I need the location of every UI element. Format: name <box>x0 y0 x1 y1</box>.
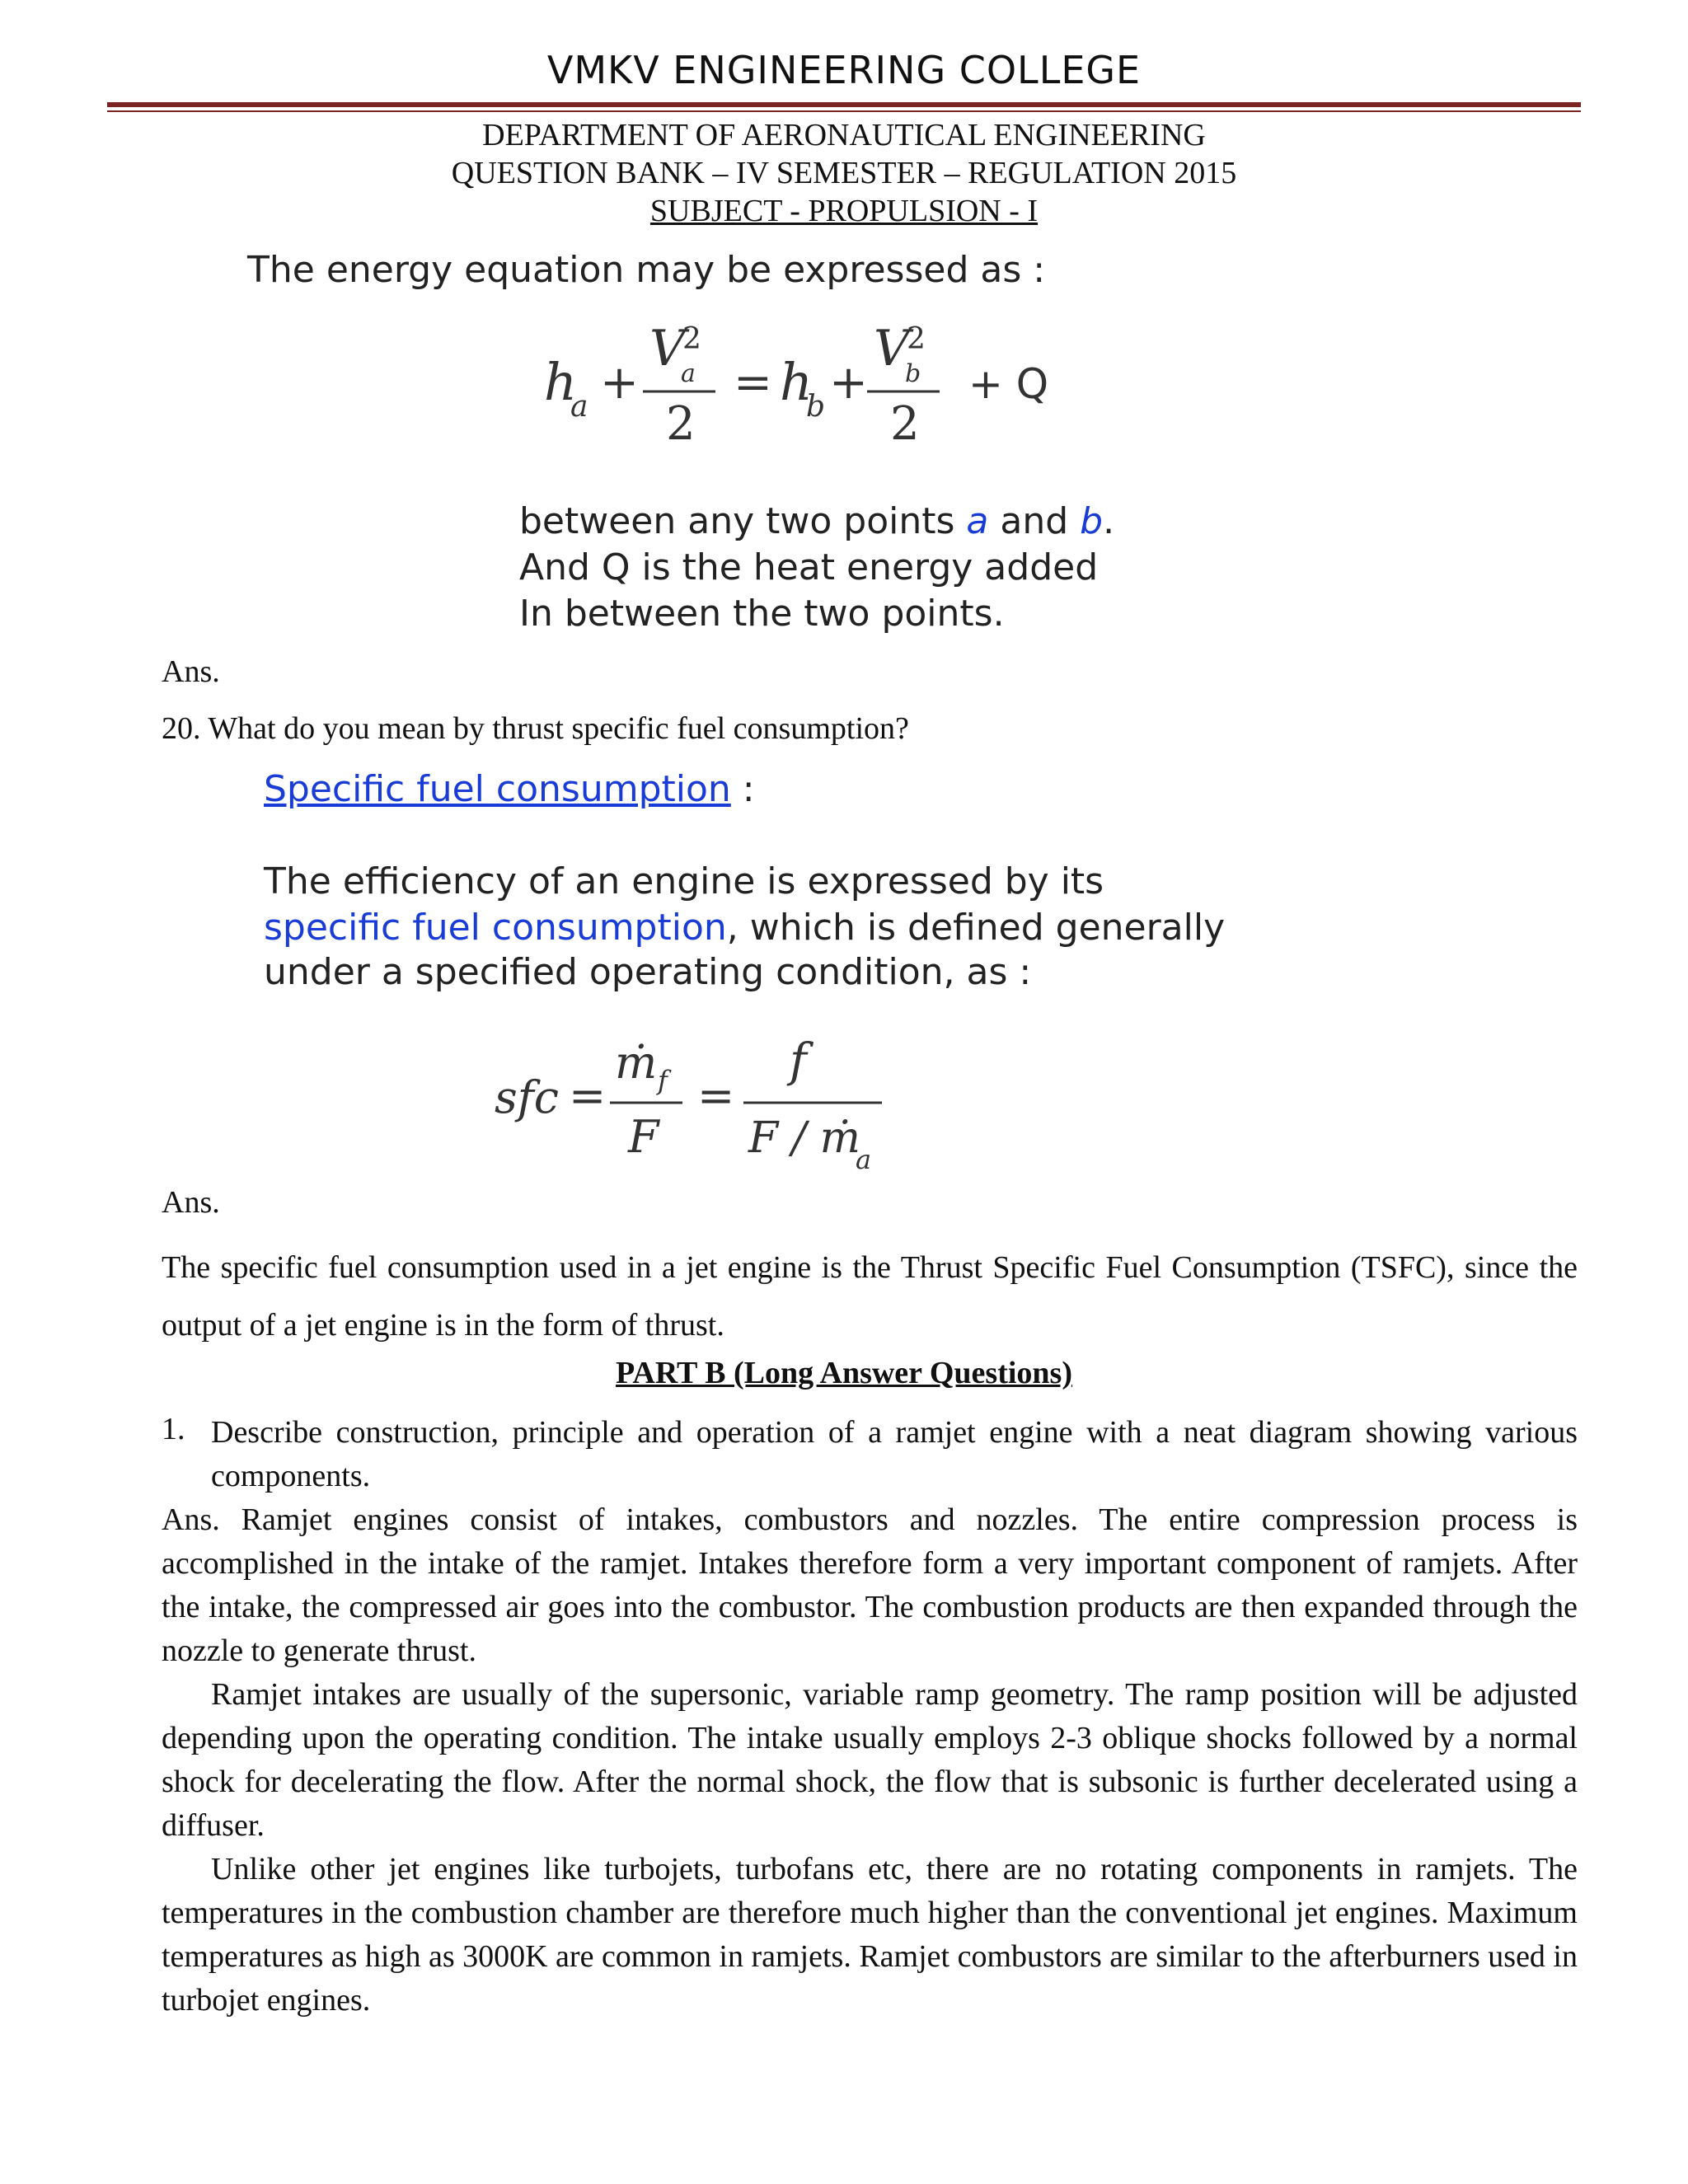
eq-V-b: V <box>874 320 910 377</box>
part-b-heading: PART B (Long Answer Questions) <box>616 1356 1072 1390</box>
college-name: VMKV ENGINEERING COLLEGE <box>546 48 1142 92</box>
sfc-equals-1: = <box>569 1070 607 1122</box>
eq-plus-q: + Q <box>968 360 1049 408</box>
sfc-symbol: sfc <box>495 1071 559 1123</box>
question-20: 20. What do you mean by thrust specific fuel consumption? <box>162 711 909 746</box>
sfc-formula <box>486 1030 915 1179</box>
sfc-line-2: specific fuel consumption, which is defined generally <box>264 907 1226 949</box>
answer-paragraph-1: Ans. Ramjet engines consist of intakes, combustors and nozzles. The entire compression process is accomplished in the intake of the ramjet. Intakes therefore form a very important component of ramjets. After the intake, the compressed air goes into the combustor. The combustion products are then expanded through the nozzle to generate thrust. <box>162 1502 1578 1668</box>
sfc-heading: Specific fuel consumption : <box>264 768 755 810</box>
energy-equation-intro: The energy equation may be expressed as : <box>247 249 1046 291</box>
eq-denom-2-b: 2 <box>890 397 920 451</box>
eq-sup-2-a: 2 <box>682 322 701 356</box>
sfc-F-over-m: F / ṁ <box>748 1113 860 1163</box>
eq-plus-2: + <box>829 356 868 410</box>
energy-line-1: between any two points a and b. <box>519 500 1115 542</box>
answer-label-2: Ans. <box>162 1185 220 1220</box>
sfc-equals-2: = <box>697 1070 735 1122</box>
eq-sub-b-v: b <box>905 359 921 388</box>
eq-h-b: h <box>780 352 813 412</box>
eq-h-a: h <box>544 352 577 412</box>
eq-sub-b: b <box>806 390 826 424</box>
header-rule-thick <box>107 102 1581 107</box>
energy-equation-formula <box>528 317 1055 457</box>
subject-title: SUBJECT - PROPULSION - I <box>649 194 1039 228</box>
answer-paragraph-2: Ramjet intakes are usually of the supersonic, variable ramp geometry. The ramp position will be adjusted depending upon the operating condition. The intake usually employs 2-3 oblique shocks followed by a normal shock for decelerating the flow. After the normal shock, the flow that is subsonic is further decelerated using a diffuser. <box>162 1677 1578 1843</box>
energy-line-3: In between the two points. <box>519 593 1005 635</box>
sfc-f: f <box>790 1034 807 1088</box>
sfc-mdot-f: ṁ <box>615 1037 658 1089</box>
sfc-sub-f: f <box>658 1065 668 1096</box>
sfc-F: F <box>628 1111 659 1163</box>
tsfc-paragraph: The specific fuel consumption used in a jet engine is the Thrust Specific Fuel Consumption (TSFC), since the output of a jet engine is in the form of thrust. <box>162 1250 1578 1343</box>
eq-sup-2-b: 2 <box>907 322 926 356</box>
question-bank-title: QUESTION BANK – IV SEMESTER – REGULATION 2015 <box>451 156 1237 190</box>
sfc-line-1: The efficiency of an engine is expressed by its <box>264 860 1104 902</box>
eq-V-a: V <box>649 320 686 377</box>
answer-label-1: Ans. <box>162 654 220 689</box>
sfc-sub-a: a <box>856 1144 872 1175</box>
answer-paragraph-3: Unlike other jet engines like turbojets, turbofans etc, there are no rotating components in ramjets. The temperatures in the combustion chamber are therefore much higher than the conventional jet engines. Maximum temperatures as high as 3000K are common in ramjets. Ramjet combustors are similar to the afterburners used in turbojet engines. <box>162 1852 1578 2018</box>
eq-equals: = <box>734 356 772 410</box>
question-1-text: Describe construction, principle and operation of a ramjet engine with a neat diagram showing various components. <box>211 1415 1578 1493</box>
question-1-number: 1. <box>162 1412 185 1446</box>
header-rule-thin <box>107 110 1581 112</box>
eq-denom-2-a: 2 <box>666 397 696 451</box>
energy-line-2: And Q is the heat energy added <box>519 546 1099 588</box>
department-title: DEPARTMENT OF AERONAUTICAL ENGINEERING <box>482 118 1206 152</box>
eq-sub-a: a <box>570 390 588 424</box>
eq-plus-1: + <box>600 356 639 410</box>
sfc-line-3: under a specified operating condition, as : <box>264 951 1032 993</box>
eq-sub-a-v: a <box>681 359 696 388</box>
